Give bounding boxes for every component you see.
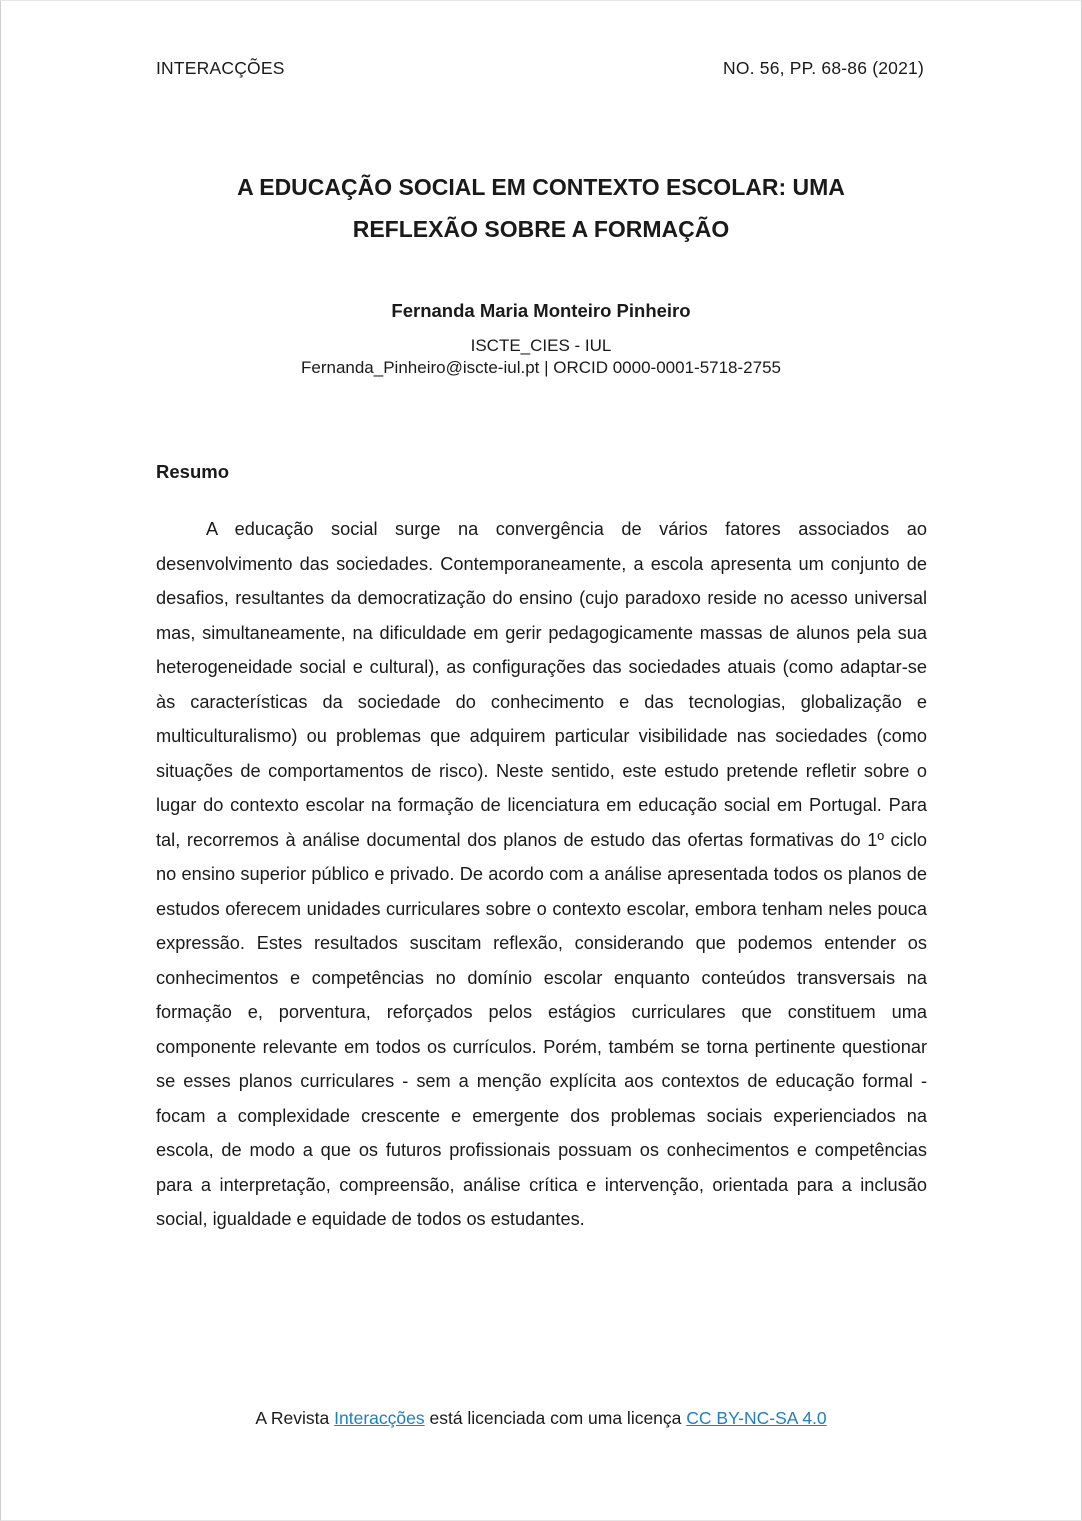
- footer-prefix: A Revista: [255, 1408, 335, 1428]
- license-footer: [0, 1408, 1082, 1429]
- license-link[interactable]: CC BY-NC-SA 4.0: [686, 1408, 827, 1428]
- journal-name: INTERACÇÕES: [156, 58, 285, 78]
- abstract-heading: Resumo: [156, 461, 229, 482]
- journal-link[interactable]: Interacções: [334, 1408, 425, 1428]
- title-line-2: REFLEXÃO SOBRE A FORMAÇÃO: [352, 216, 730, 242]
- title-line-1: A EDUCAÇÃO SOCIAL EM CONTEXTO ESCOLAR: UMA: [237, 174, 845, 200]
- affiliation: ISCTE_CIES - IUL: [470, 336, 612, 355]
- abstract-text: A educação social surge na convergência de vários fatores associados ao desenvolvimento das sociedades. Contemporaneamente, a escola apresenta um conjunto de desafios, resultantes da democratização do ensino (cujo paradoxo reside no acesso universal mas, simultaneamente, na dificuldade em gerir pedagogicamente massas de alunos pela sua heterogeneidade social e cultural), as configurações das sociedades atuais (como adaptar-se às características da sociedade do conhecimento e das tecnologias, globalização e multiculturalismo) ou problemas que adquirem particular visibilidade nas sociedades (como situações de comportamentos de risco). Neste sentido, este estudo pretende refletir sobre o lugar do contexto escolar na formação de licenciatura em educação social em Portugal. Para tal, recorremos à análise documental dos planos de estudo das ofertas formativas do 1º ciclo no ensino superior público e privado. De acordo com a análise apresentada todos os planos de estudos oferecem unidades curriculares sobre o contexto escolar, embora tenham neles pouca expressão. Estes resultados suscitam reflexão, considerando que podemos entender os conhecimentos e competências no domínio escolar enquanto conteúdos transversais na formação e, porventura, reforçados pelos estágios curriculares que constituem uma componente relevante em todos os currículos. Porém, também se torna pertinente questionar se esses planos curriculares - sem a menção explícita aos contextos de educação formal - focam a complexidade crescente e emergente dos problemas sociais experienciados na escola, de modo a que os futuros profissionais possuam os conhecimentos e competências para a interpretação, compreensão, análise crítica e intervenção, orientada para a inclusão social, igualdade e equidade de todos os estudantes.: [156, 519, 927, 1229]
- article-title: [120, 166, 962, 250]
- author-name: Fernanda Maria Monteiro Pinheiro: [391, 300, 691, 321]
- running-head: [156, 58, 924, 79]
- footer-middle: está licenciada com uma licença: [424, 1408, 687, 1428]
- issue-info: NO. 56, PP. 68-86 (2021): [723, 58, 924, 78]
- author-affiliation-block: [0, 335, 1082, 379]
- contact-line: Fernanda_Pinheiro@iscte-iul.pt | ORCID 0000-0001-5718-2755: [300, 358, 781, 377]
